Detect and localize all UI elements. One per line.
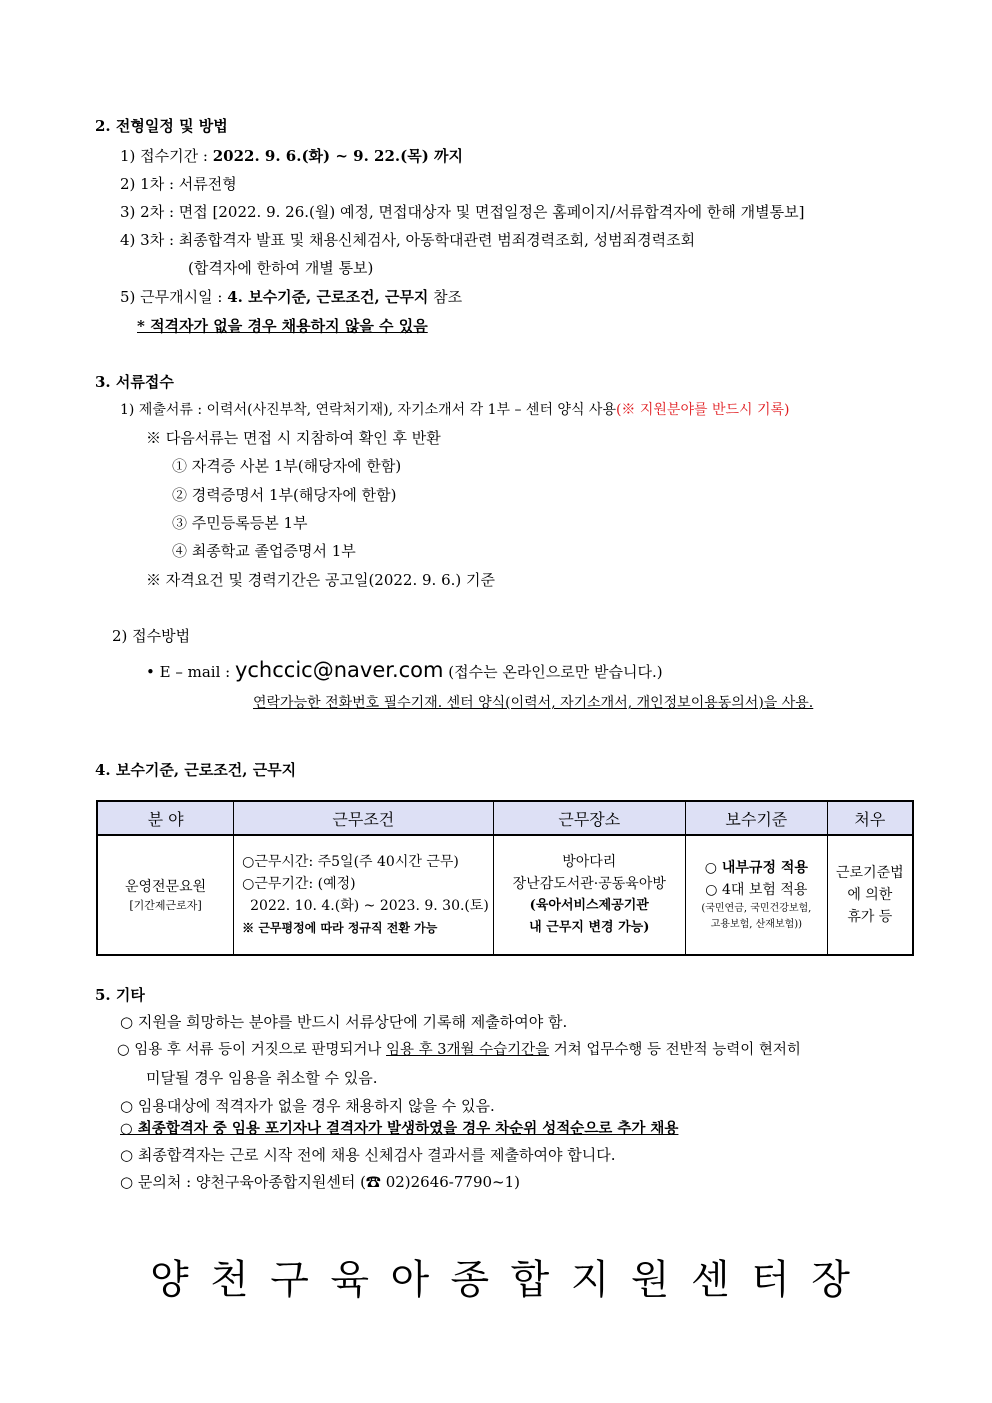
- table-header-row: [97, 801, 913, 835]
- s2-line-5: 5) 근무개시일 : 4. 보수기준, 근로조건, 근무지 참조: [120, 288, 463, 306]
- pay-3: (국민연금, 국민건강보험,: [701, 903, 812, 914]
- footer-char: 지: [570, 1257, 610, 1303]
- cond-2: ○근무기간: (예정): [242, 876, 356, 892]
- s2-line-4b: (합격자에 한하여 개별 통보): [188, 259, 374, 277]
- cell-pay: [686, 835, 828, 955]
- s5-line-1: ○ 지원을 희망하는 분야를 반드시 서류상단에 기록해 제출하여야 함.: [120, 1013, 568, 1031]
- s5-line-3: ○ 임용대상에 적격자가 없을 경우 채용하지 않을 수 있음.: [120, 1097, 495, 1115]
- s3-item-2: ② 경력증명서 1부(해당자에 한함): [172, 486, 397, 504]
- s3-email-line: • E – mail : ychccic@naver.com (접수는 온라인으로만 받습니다.): [146, 658, 663, 682]
- cell-field: [97, 835, 234, 955]
- footer-char: 종: [450, 1257, 490, 1303]
- cond-4: ※ 근무평정에 따라 정규직 전환 가능: [242, 921, 438, 935]
- footer-char: 터: [751, 1257, 790, 1303]
- s3-note-1: ※ 다음서류는 면접 시 지참하여 확인 후 반환: [146, 429, 441, 447]
- treat-3: 휴가 등: [847, 909, 893, 925]
- s2-note: * 적격자가 없을 경우 채용하지 않을 수 있음: [137, 317, 428, 335]
- header-pay: 보수기준: [686, 801, 828, 835]
- footer-char: 합: [510, 1257, 550, 1303]
- email-address: ychccic@naver.com: [234, 658, 444, 682]
- place-1: 방아다리: [562, 854, 617, 870]
- cond-1: ○근무시간: 주5일(주 40시간 근무): [242, 854, 459, 870]
- cell-conditions: [234, 835, 493, 955]
- s3-note-2: ※ 자격요건 및 경력기간은 공고일(2022. 9. 6.) 기준: [146, 571, 495, 589]
- footer-char: 양: [150, 1257, 189, 1303]
- pay-4: 고용보험, 산재보험)): [710, 919, 803, 930]
- s2-line-2: 2) 1차 : 서류전형: [120, 175, 237, 193]
- section-2-heading: 2. 전형일정 및 방법: [95, 117, 228, 135]
- pay-2: ○ 4대 보험 적용: [705, 882, 808, 898]
- treat-2: 에 의한: [847, 887, 893, 903]
- place-2: 장난감도서관·공동육아방: [512, 876, 666, 892]
- s3-item-3: ③ 주민등록등본 1부: [172, 514, 308, 532]
- s3-line-1: 1) 제출서류 : 이력서(사진부착, 연락처기재), 자기소개서 각 1부 – 센터 양식 사용(※ 지원분야를 반드시 기록): [120, 402, 790, 418]
- header-place: 근무장소: [493, 801, 685, 835]
- footer-char: 천: [210, 1257, 249, 1303]
- s5-line-2: ○ 임용 후 서류 등이 거짓으로 판명되거나 임용 후 3개월 수습기간을 거쳐 업무수행 등 전반적 능력이 현저히: [117, 1042, 801, 1058]
- footer-char: 원: [630, 1257, 670, 1303]
- s5-line-4: ○ 최종합격자 중 임용 포기자나 결격자가 발생하였을 경우 차순위 성적순으로 추가 채용: [120, 1120, 679, 1137]
- footer-char: 구: [270, 1257, 309, 1303]
- treat-1: 근로기준법: [836, 865, 904, 881]
- s2-line-4: 4) 3차 : 최종합격자 발표 및 채용신체검사, 아동학대관련 범죄경력조회, 성범죄경력조회: [120, 231, 696, 249]
- conditions-table: [96, 800, 914, 956]
- footer-char: 장: [811, 1257, 850, 1303]
- header-conditions: 근무조건: [234, 801, 493, 835]
- s3-email-note: 연락가능한 전화번호 필수기재. 센터 양식(이력서, 자기소개서, 개인정보이용동의서)을 사용.: [253, 695, 814, 711]
- section-5-heading: 5. 기타: [95, 986, 145, 1004]
- table-row: [97, 835, 913, 955]
- section-3-heading: 3. 서류접수: [95, 373, 174, 391]
- footer-char: 육: [330, 1257, 369, 1303]
- field-name: 운영전문요원: [124, 879, 207, 895]
- s3-line-2: 2) 접수방법: [112, 627, 191, 645]
- s3-item-1: ① 자격증 사본 1부(해당자에 한함): [172, 457, 402, 475]
- place-4: 내 근무지 변경 가능): [529, 920, 650, 935]
- header-treatment: 처우: [827, 801, 913, 835]
- header-field: 분 야: [97, 801, 234, 835]
- s5-line-6: ○ 문의처 : 양천구육아종합지원센터 (☎ 02)2646-7790~1): [120, 1173, 521, 1191]
- footer-char: 아: [390, 1257, 430, 1303]
- footer-char: 센: [690, 1257, 730, 1303]
- s2-line-3: 3) 2차 : 면접 [2022. 9. 26.(월) 예정, 면접대상자 및 면접일정은 홈페이지/서류합격자에 한해 개별통보]: [120, 203, 805, 221]
- s5-line-2b: 미달될 경우 임용을 취소할 수 있음.: [146, 1069, 378, 1087]
- place-3: (육아서비스제공기관: [529, 898, 649, 913]
- s3-item-4: ④ 최종학교 졸업증명서 1부: [172, 542, 356, 560]
- s5-line-5: ○ 최종합격자는 근로 시작 전에 채용 신체검사 결과서를 제출하여야 합니다.: [120, 1146, 616, 1164]
- cell-place: [493, 835, 685, 955]
- field-sub: [기간제근로자]: [129, 899, 202, 912]
- center-director-title: [150, 1248, 850, 1305]
- pay-1: ○ 내부규정 적용: [704, 860, 808, 876]
- s2-line-1: 1) 접수기간 : 2022. 9. 6.(화) ~ 9. 22.(목) 까지: [120, 147, 464, 165]
- section-4-heading: 4. 보수기준, 근로조건, 근무지: [95, 761, 297, 779]
- cond-3: 2022. 10. 4.(화) ~ 2023. 9. 30.(토): [250, 898, 489, 914]
- cell-treatment: [827, 835, 913, 955]
